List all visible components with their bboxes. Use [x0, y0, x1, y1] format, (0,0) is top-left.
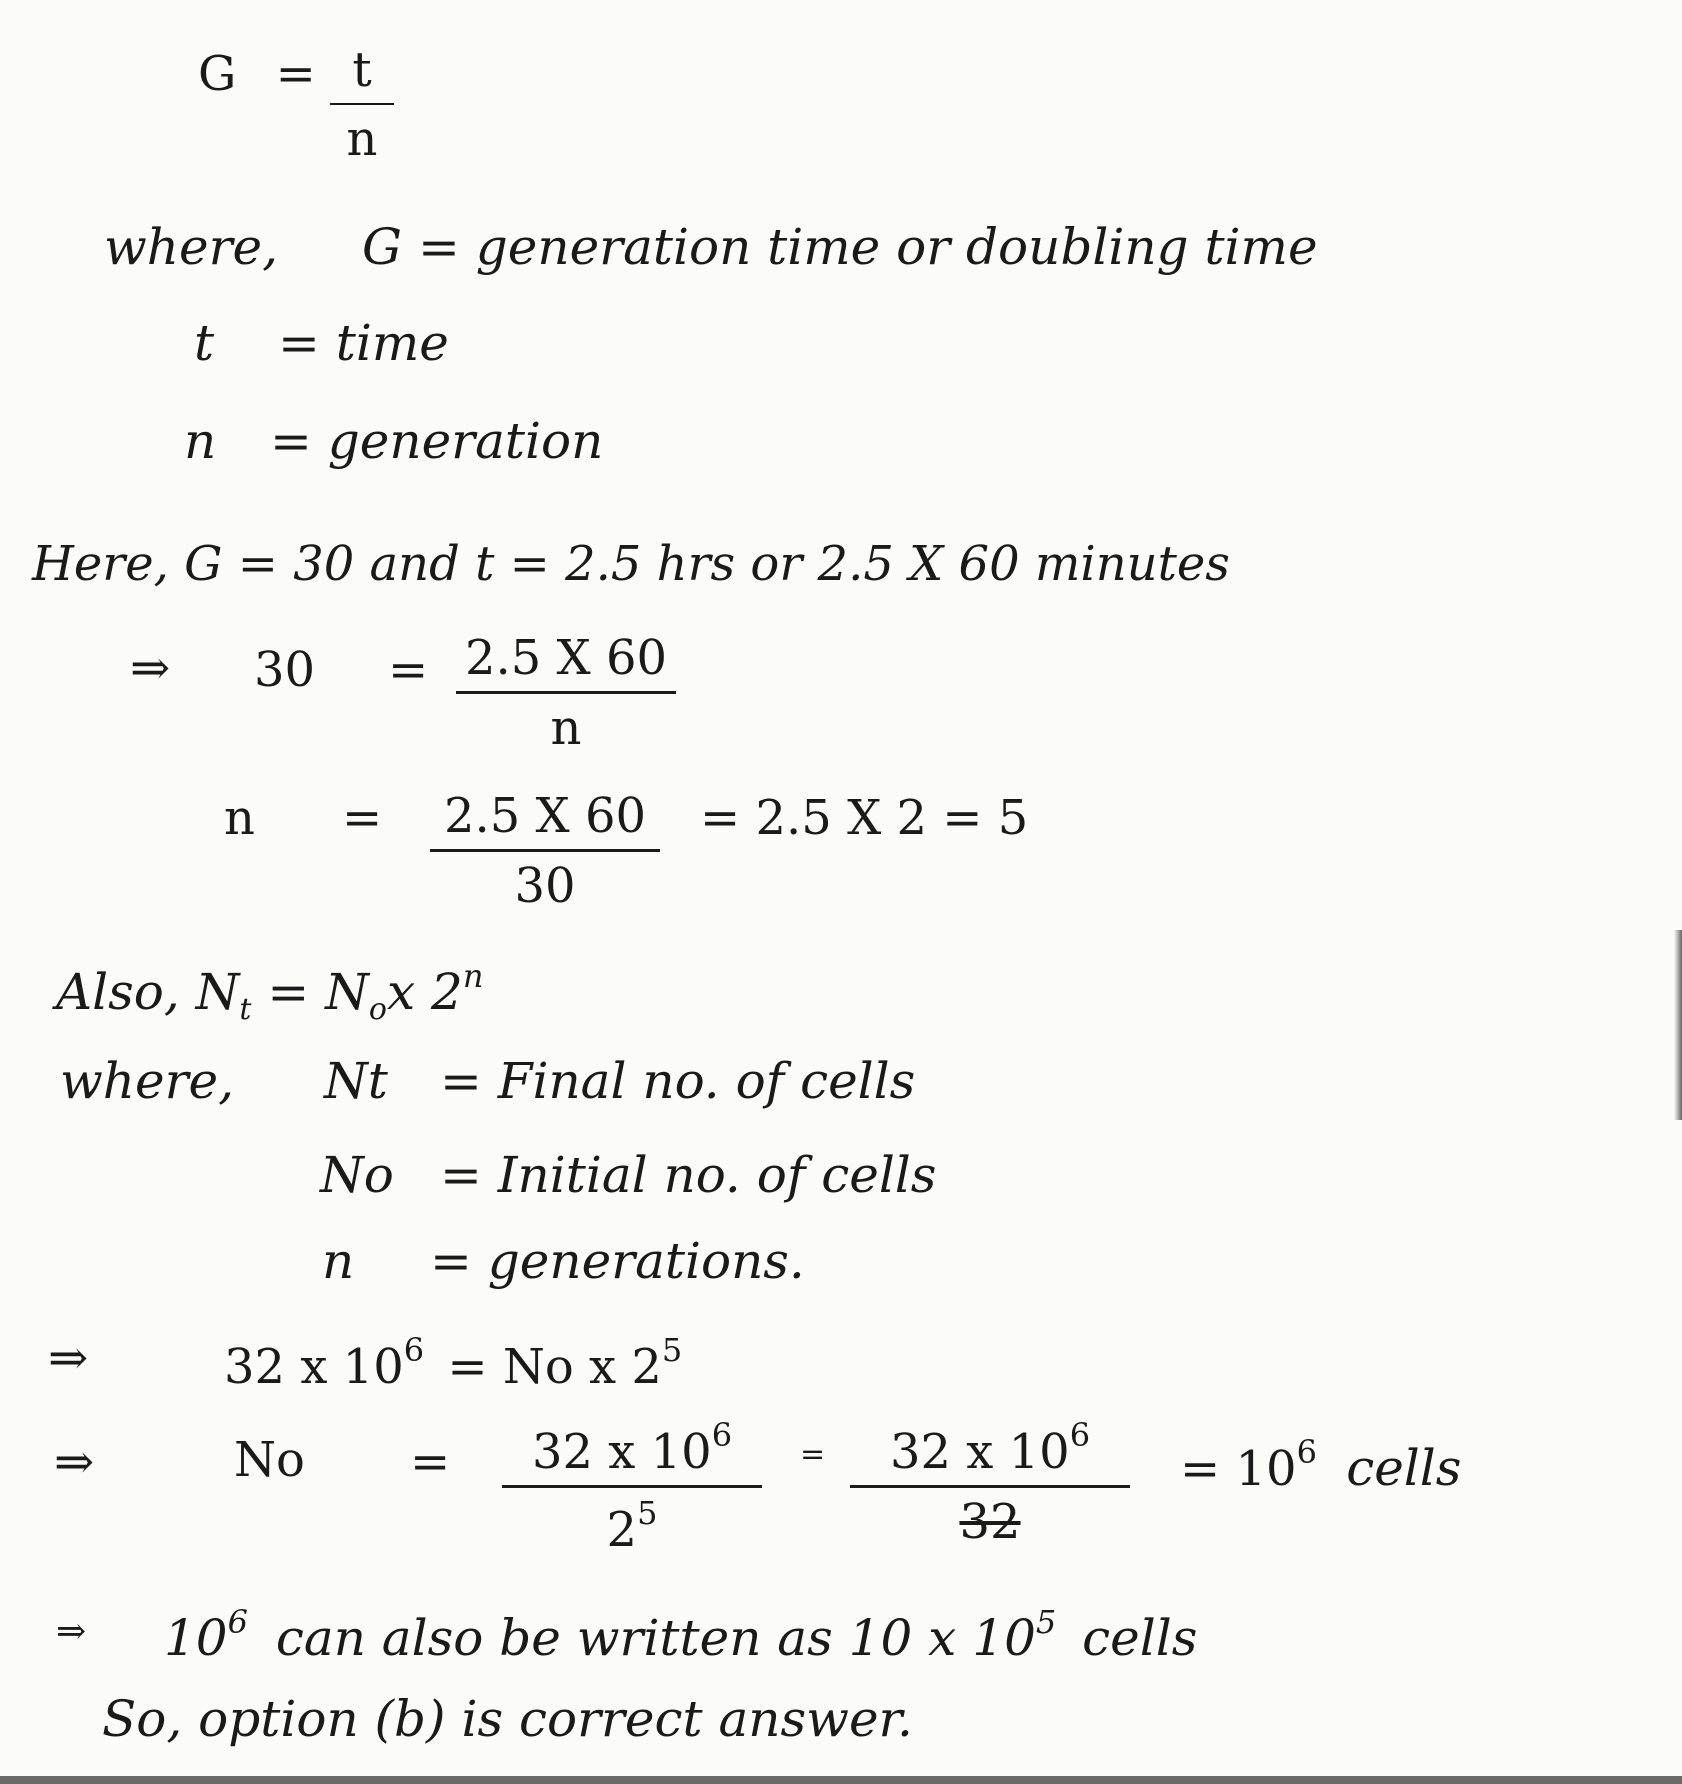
- formula-lhs: G: [198, 46, 237, 102]
- definition-n-symbol: n: [184, 412, 217, 470]
- step1-arrow: ⇒: [130, 640, 171, 696]
- step3-equation: [224, 1331, 683, 1395]
- population-formula-sub-o: o: [368, 992, 387, 1027]
- definition-n-text: = generation: [270, 412, 604, 470]
- step4-result-base: = 10: [1180, 1441, 1297, 1497]
- page-edge-shadow: [1674, 930, 1682, 1120]
- conclusion-line1-b: can also be written as 10 x 10: [275, 1609, 1036, 1667]
- formula-fraction: [330, 44, 394, 166]
- step3-arrow: ⇒: [48, 1330, 89, 1386]
- page-bottom-border: [0, 1776, 1682, 1784]
- population-formula-prefix: Also, N: [56, 963, 240, 1021]
- step4-eq: =: [410, 1434, 451, 1490]
- step4-result-unit: cells: [1346, 1439, 1462, 1497]
- step4-fraction2-num: [850, 1418, 1130, 1488]
- step4-num2-exp: 6: [1069, 1416, 1091, 1454]
- definition-t-symbol: t: [194, 314, 215, 372]
- population-formula: [56, 957, 484, 1027]
- definition-no-text: = Initial no. of cells: [440, 1146, 937, 1204]
- definition-nt-text: = Final no. of cells: [440, 1052, 916, 1110]
- step4-fraction1: [502, 1418, 762, 1557]
- step4-fraction2: [850, 1418, 1130, 1549]
- step3-rhs: = No x 2: [447, 1339, 662, 1395]
- step4-arrow: ⇒: [54, 1434, 95, 1490]
- step2-lhs: n: [224, 790, 255, 846]
- step3-lhs: 32 x 10: [224, 1339, 404, 1395]
- definition-no-symbol: No: [320, 1146, 394, 1204]
- step2-denominator: 30: [514, 857, 576, 914]
- step4-eq2: =: [800, 1437, 826, 1472]
- step4-result: [1180, 1433, 1462, 1497]
- step4-den1-exp: 5: [637, 1493, 658, 1532]
- step3-rhs-exp: 5: [661, 1331, 683, 1369]
- definition-t-text: = time: [278, 314, 449, 372]
- step2-eq: =: [342, 790, 383, 846]
- step4-result-exp: 6: [1296, 1433, 1317, 1471]
- conclusion-arrow: ⇒: [56, 1611, 87, 1652]
- population-formula-tail: x 2: [386, 963, 463, 1021]
- population-formula-mid: = N: [251, 963, 369, 1021]
- step4-fraction1-num: [502, 1418, 762, 1488]
- conclusion-line1-a-exp: 6: [227, 1603, 248, 1641]
- step4-den1-base: 2: [606, 1501, 638, 1558]
- generation-time-formula: [198, 46, 316, 102]
- conclusion-line2: So, option (b) is correct answer.: [102, 1690, 913, 1748]
- definition-n2-text: = generations.: [430, 1232, 805, 1290]
- formula-numerator: t: [330, 44, 394, 105]
- step4-lhs: No: [234, 1432, 305, 1488]
- conclusion-line1-c: cells: [1082, 1609, 1198, 1667]
- formula-denominator: n: [346, 110, 378, 167]
- step4-num1-base: 32 x 10: [531, 1424, 712, 1480]
- definition-g-symbol: G: [362, 218, 402, 276]
- conclusion-line1: [164, 1603, 1198, 1667]
- step4-num2-base: 32 x 10: [889, 1424, 1070, 1480]
- definitions-intro: where,: [104, 218, 278, 276]
- conclusion-line1-b-exp: 5: [1035, 1603, 1057, 1641]
- step1-fraction: [456, 632, 676, 755]
- step1-numerator: 2.5 X 60: [456, 632, 676, 694]
- step4-den2: 32: [959, 1493, 1021, 1550]
- step2-numerator: 2.5 X 60: [430, 790, 660, 852]
- step4-fraction1-den: [502, 1488, 762, 1557]
- definition-n2-symbol: n: [322, 1232, 355, 1290]
- step2-result: = 2.5 X 2 = 5: [700, 790, 1029, 846]
- population-formula-sub-t: t: [239, 992, 252, 1027]
- step1-denominator: n: [550, 699, 582, 756]
- definitions2-intro: where,: [60, 1052, 234, 1110]
- population-formula-exp-n: n: [462, 957, 484, 995]
- given-values: Here, G = 30 and t = 2.5 hrs or 2.5 X 60 minutes: [32, 536, 1230, 592]
- step1-eq: =: [388, 642, 429, 698]
- definition-nt-symbol: Nt: [324, 1052, 388, 1110]
- step3-lhs-exp: 6: [403, 1331, 425, 1369]
- step2-fraction: [430, 790, 660, 913]
- formula-eq: =: [275, 46, 316, 102]
- step4-num1-exp: 6: [711, 1416, 733, 1454]
- conclusion-line1-a: 10: [164, 1609, 228, 1667]
- step1-lhs: 30: [254, 642, 316, 698]
- definition-g-text: = generation time or doubling time: [418, 218, 1318, 276]
